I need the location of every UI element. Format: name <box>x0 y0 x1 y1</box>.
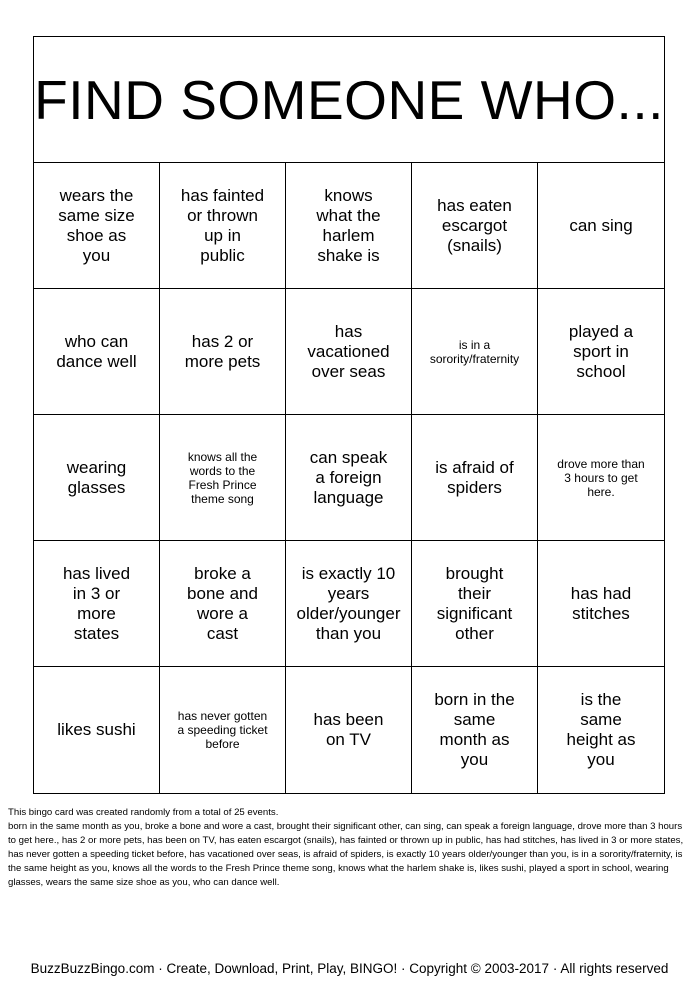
bingo-cell-3: knows what the harlem shake is <box>286 163 412 289</box>
card-title: FIND SOMEONE WHO... <box>34 37 664 163</box>
bingo-cell-24: born in the same month as you <box>412 667 538 793</box>
bingo-cell-6: who can dance well <box>34 289 160 415</box>
bingo-cell-16: has lived in 3 or more states <box>34 541 160 667</box>
bingo-cell-9: is in a sorority/fraternity <box>412 289 538 415</box>
bingo-cell-15: drove more than 3 hours to get here. <box>538 415 664 541</box>
bingo-cell-8: has vacationed over seas <box>286 289 412 415</box>
notes-event-list: born in the same month as you, broke a bone and wore a cast, brought their significant other, can sing, can speak a foreign language, drove more than 3 hours to get here., has 2 or more pets, has been on TV, has eaten escargot (snails), has fainted or thrown up in public, has had stitches, has lived in 3 or more states, has never gotten a speeding ticket before, has vacationed over seas, is afraid of spiders, is exactly 10 years older/younger than you, is in a sorority/fraternity, is the same height as you, knows all the words to the Fresh Prince theme song, knows what the harlem shake is, likes sushi, played a sport in school, wearing glasses, wears the same size shoe as you, who can dance well. <box>8 821 684 888</box>
footer-copyright: BuzzBuzzBingo.com · Create, Download, Print, Play, BINGO! · Copyright © 2003-2017 · All rights reserved <box>30 961 669 976</box>
bingo-cell-18: is exactly 10 years older/younger than you <box>286 541 412 667</box>
bingo-cell-23: has been on TV <box>286 667 412 793</box>
notes-intro: This bingo card was created randomly from a total of 25 events. <box>8 807 279 818</box>
bingo-cell-20: has had stitches <box>538 541 664 667</box>
bingo-card <box>33 36 665 794</box>
bingo-cell-25: is the same height as you <box>566 690 636 769</box>
bingo-cell-1: wears the same size shoe as you <box>34 163 160 289</box>
card-notes <box>8 806 692 890</box>
bingo-grid <box>34 163 664 793</box>
bingo-cell-17: broke a bone and wore a cast <box>160 541 286 667</box>
bingo-cell-22: has never gotten a speeding ticket before <box>160 667 286 793</box>
bingo-cell-21: likes sushi <box>34 667 160 793</box>
bingo-cell-10: played a sport in school <box>538 289 664 415</box>
bingo-cell-5: can sing <box>538 163 664 289</box>
bingo-cell-4: has eaten escargot (snails) <box>412 163 538 289</box>
bingo-cell-12: knows all the words to the Fresh Prince theme song <box>160 415 286 541</box>
bingo-cell-11: wearing glasses <box>34 415 160 541</box>
bingo-cell-13: can speak a foreign language <box>286 415 412 541</box>
bingo-cell-19: brought their significant other <box>412 541 538 667</box>
bingo-cell-14: is afraid of spiders <box>412 415 538 541</box>
bingo-cell-2: has fainted or thrown up in public <box>160 163 286 289</box>
bingo-cell-7: has 2 or more pets <box>160 289 286 415</box>
